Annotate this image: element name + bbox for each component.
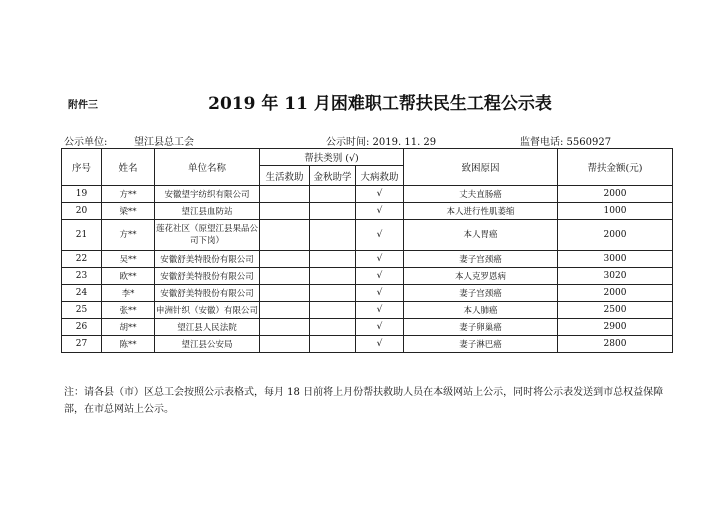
cell-amount: 3020	[558, 268, 673, 285]
cell-reason: 妻子宫颈癌	[404, 251, 558, 268]
publish-time: 公示时间: 2019. 11. 29	[326, 137, 437, 148]
cell-reason: 本人肺癌	[404, 302, 558, 319]
cell-org: 望江县人民法院	[155, 319, 260, 336]
page-title: 2019 年 11 月困难职工帮扶民生工程公示表	[208, 94, 552, 114]
cell-reason: 丈夫直肠癌	[404, 186, 558, 203]
cell-seq: 23	[62, 268, 102, 285]
header-cat-illness: 大病救助	[356, 166, 404, 186]
cell-name: 梁**	[102, 203, 155, 220]
header-name: 姓名	[102, 149, 155, 186]
supervision-phone: 监督电话: 5560927	[520, 137, 612, 148]
cell-cat-illness-check: √	[356, 285, 404, 302]
table-row	[62, 203, 673, 220]
cell-amount: 2900	[558, 319, 673, 336]
cell-reason: 本人进行性肌萎缩	[404, 203, 558, 220]
cell-cat-school	[310, 203, 356, 220]
cell-cat-school	[310, 251, 356, 268]
cell-cat-living	[260, 285, 310, 302]
cell-reason: 妻子淋巴癌	[404, 336, 558, 353]
table-row	[62, 268, 673, 285]
cell-org: 安徽望宇纺织有限公司	[155, 186, 260, 203]
cell-cat-illness-check: √	[356, 336, 404, 353]
cell-seq: 19	[62, 186, 102, 203]
cell-cat-living	[260, 319, 310, 336]
table-row	[62, 319, 673, 336]
cell-org: 望江县公安局	[155, 336, 260, 353]
cell-org: 望江县血防站	[155, 203, 260, 220]
unit-label: 公示单位:	[64, 137, 108, 148]
cell-cat-living	[260, 203, 310, 220]
cell-cat-illness-check: √	[356, 251, 404, 268]
cell-cat-living	[260, 251, 310, 268]
header-category: 帮扶类别 (√)	[260, 149, 404, 166]
footnote: 注：请各县（市）区总工会按照公示表格式，每月 18 日前将上月份帮扶救助人员在本级网站上公示，同时将公示表发送到市总权益保障部，在市总网站上公示。	[64, 387, 664, 415]
cell-reason: 妻子宫颈癌	[404, 285, 558, 302]
cell-name: 方**	[102, 220, 155, 251]
cell-cat-living	[260, 268, 310, 285]
cell-seq: 24	[62, 285, 102, 302]
header-org: 单位名称	[155, 149, 260, 186]
cell-name: 胡**	[102, 319, 155, 336]
cell-cat-school	[310, 186, 356, 203]
cell-cat-school	[310, 336, 356, 353]
cell-name: 李*	[102, 285, 155, 302]
table-row	[62, 336, 673, 353]
cell-reason: 妻子卵巢癌	[404, 319, 558, 336]
table-row	[62, 302, 673, 319]
cell-cat-illness-check: √	[356, 203, 404, 220]
assistance-table	[61, 148, 673, 353]
cell-cat-living	[260, 302, 310, 319]
table-row	[62, 186, 673, 203]
cell-cat-illness-check: √	[356, 268, 404, 285]
cell-amount: 2000	[558, 186, 673, 203]
table-row	[62, 285, 673, 302]
header-reason: 致困原因	[404, 149, 558, 186]
header-cat-living: 生活救助	[260, 166, 310, 186]
table-row	[62, 220, 673, 251]
cell-org: 安徽舒美特股份有限公司	[155, 285, 260, 302]
cell-amount: 3000	[558, 251, 673, 268]
cell-seq: 25	[62, 302, 102, 319]
cell-seq: 20	[62, 203, 102, 220]
cell-org: 安徽舒美特股份有限公司	[155, 268, 260, 285]
cell-org: 莲花社区（原望江县果品公司下岗）	[155, 220, 260, 251]
cell-cat-school	[310, 268, 356, 285]
cell-seq: 26	[62, 319, 102, 336]
header-amount: 帮扶金额(元)	[558, 149, 673, 186]
cell-cat-illness-check: √	[356, 319, 404, 336]
cell-cat-living	[260, 336, 310, 353]
annex-label: 附件三	[68, 100, 98, 111]
cell-cat-living	[260, 220, 310, 251]
cell-amount: 2800	[558, 336, 673, 353]
cell-amount: 2000	[558, 220, 673, 251]
cell-name: 吴**	[102, 251, 155, 268]
cell-seq: 27	[62, 336, 102, 353]
cell-name: 方**	[102, 186, 155, 203]
unit-value: 望江县总工会	[134, 137, 194, 148]
cell-cat-illness-check: √	[356, 302, 404, 319]
cell-org: 申洲针织（安徽）有限公司	[155, 302, 260, 319]
cell-amount: 2500	[558, 302, 673, 319]
cell-cat-school	[310, 302, 356, 319]
cell-name: 陈**	[102, 336, 155, 353]
cell-amount: 2000	[558, 285, 673, 302]
header-seq: 序号	[62, 149, 102, 186]
cell-cat-school	[310, 319, 356, 336]
cell-cat-school	[310, 220, 356, 251]
cell-cat-illness-check: √	[356, 220, 404, 251]
cell-seq: 21	[62, 220, 102, 251]
cell-name: 欧**	[102, 268, 155, 285]
cell-cat-illness-check: √	[356, 186, 404, 203]
cell-reason: 本人胃癌	[404, 220, 558, 251]
cell-seq: 22	[62, 251, 102, 268]
cell-name: 张**	[102, 302, 155, 319]
cell-cat-school	[310, 285, 356, 302]
cell-amount: 1000	[558, 203, 673, 220]
table-row	[62, 251, 673, 268]
cell-reason: 本人克罗恩病	[404, 268, 558, 285]
cell-cat-living	[260, 186, 310, 203]
cell-org: 安徽舒美特股份有限公司	[155, 251, 260, 268]
header-cat-school: 金秋助学	[310, 166, 356, 186]
